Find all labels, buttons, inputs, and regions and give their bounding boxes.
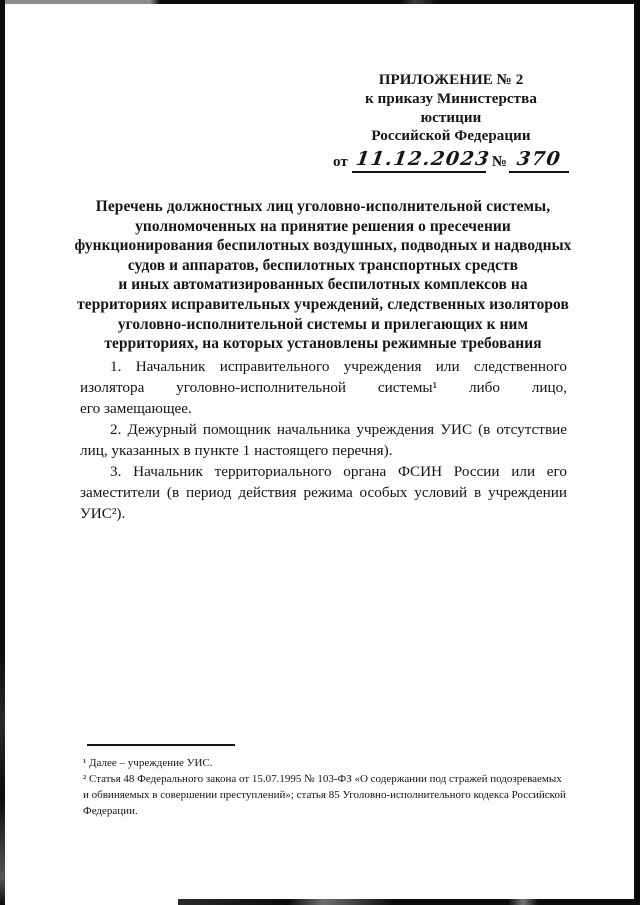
title-line: территориях, на которых установлены режимные требования xyxy=(104,335,542,353)
handwritten-date: 11.12.2023 xyxy=(354,148,492,171)
number-underline xyxy=(509,149,569,173)
scan-edge-top xyxy=(0,0,640,4)
title-line: территориях исправительных учреждений, следственных изоляторов xyxy=(77,295,569,313)
footnote-line: ¹ Далее – учреждение УИС. xyxy=(83,757,213,769)
paragraph-line: заместители (в период действия режима особых условий в учреждении xyxy=(80,484,567,501)
title-line: Перечень должностных лиц уголовно-исполнительной системы, xyxy=(95,198,551,215)
annex-org-line: Российской Федерации xyxy=(371,128,531,145)
date-from-label: от xyxy=(333,154,348,171)
footnote-line: ² Статья 48 Федерального закона от 15.07.1995 № 103-ФЗ «О содержании под стражей подозреваемых xyxy=(83,773,562,785)
document-title xyxy=(68,197,578,354)
footnote-2 xyxy=(83,771,580,819)
paragraph-line: изолятора уголовно-исполнительной системы¹ либо лицо, xyxy=(80,379,567,396)
scan-edge-right xyxy=(634,0,640,905)
paragraph-line: его замещающее. xyxy=(80,400,192,417)
footnote-line: Федерации. xyxy=(83,805,138,817)
paragraph-line: УИС²). xyxy=(80,505,126,522)
footnote-divider xyxy=(87,744,235,746)
body-text xyxy=(80,356,567,524)
list-item-3 xyxy=(80,461,567,524)
title-line: уголовно-исполнительной системы и прилегающих к ним xyxy=(117,315,529,333)
paragraph-line: 2. Дежурный помощник начальника учреждения УИС (в отсутствие xyxy=(110,421,567,438)
paragraph-line: 1. Начальник исправительного учреждения или следственного xyxy=(110,358,567,375)
paragraph-line: 3. Начальник территориального органа ФСИН России или его xyxy=(110,463,567,480)
annex-order-line: к приказу Министерства юстиции xyxy=(365,90,537,126)
title-line: уполномоченных на принятие решения о пресечении xyxy=(135,217,511,235)
list-item-2 xyxy=(80,419,567,461)
title-line: функционирования беспилотных воздушных, подводных и надводных xyxy=(74,237,572,255)
handwritten-number: 370 xyxy=(515,148,563,171)
footnotes xyxy=(83,755,580,819)
footnote-line: и обвиняемых в совершении преступлений»; статья 85 Уголовно-исполнительного кодекса Российской xyxy=(83,789,566,801)
paragraph-line: лиц, указанных в пункте 1 настоящего перечня). xyxy=(80,442,393,459)
footnote-1 xyxy=(83,755,580,771)
annex-block xyxy=(333,71,569,173)
title-line: судов и аппаратов, беспилотных транспортных средств xyxy=(127,256,519,274)
scan-edge-left xyxy=(0,0,5,905)
scan-edge-bottom xyxy=(178,899,640,905)
annex-date-row xyxy=(333,149,569,173)
annex-title: ПРИЛОЖЕНИЕ № 2 xyxy=(378,72,524,88)
number-sign-label: № xyxy=(491,154,507,171)
date-underline xyxy=(352,148,492,173)
title-line: и иных автоматизированных беспилотных комплексов на xyxy=(118,276,528,294)
list-item-1 xyxy=(80,356,567,419)
